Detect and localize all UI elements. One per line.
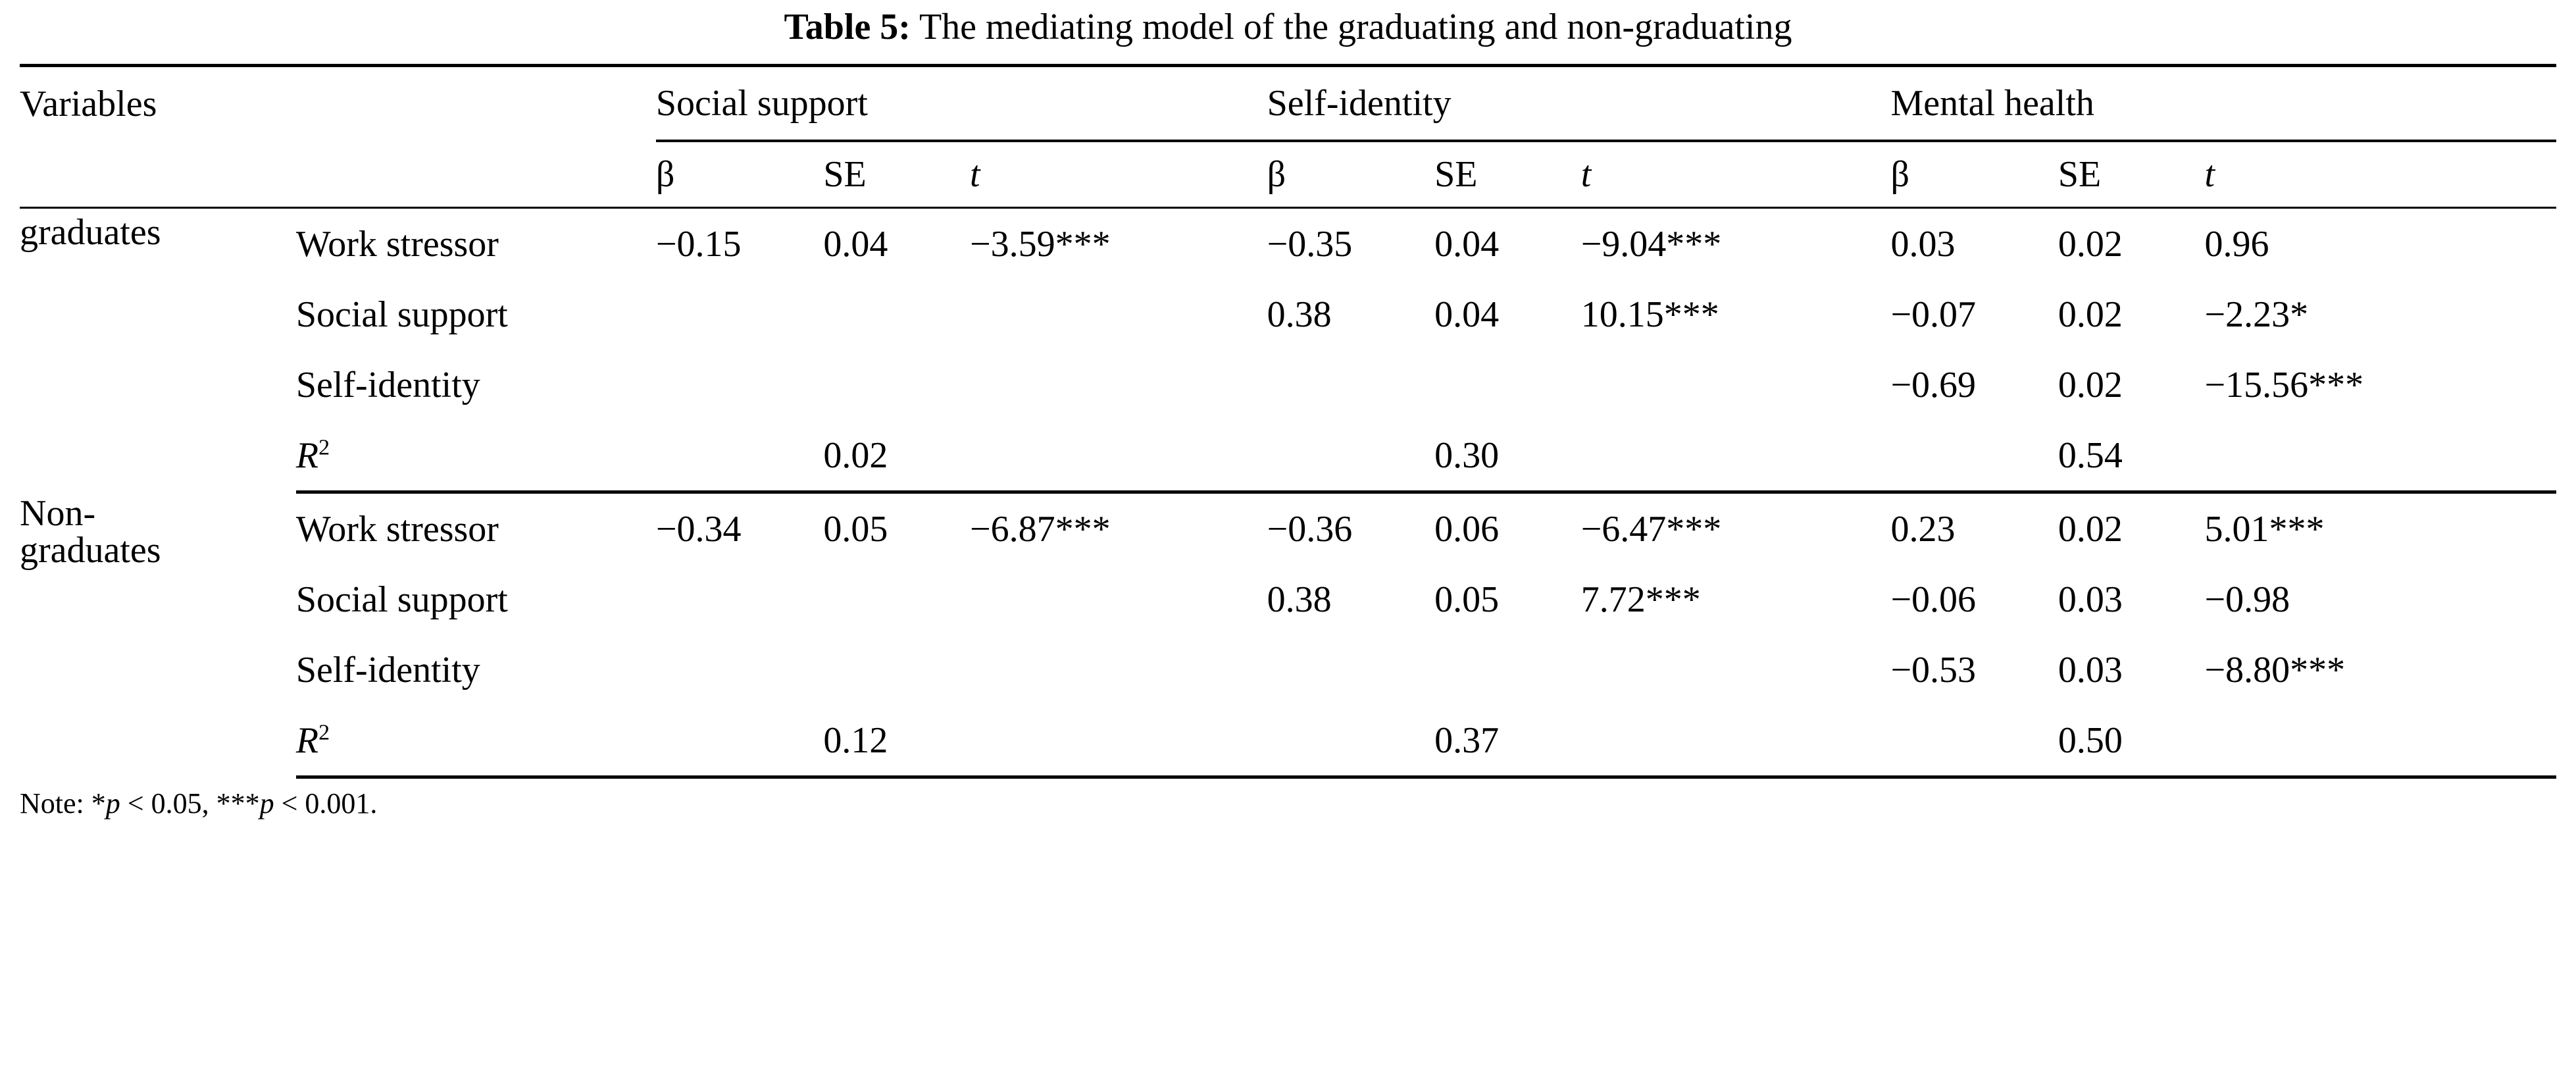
cell-si-se <box>1434 350 1581 420</box>
table-row <box>20 564 2556 635</box>
cell-si-beta <box>1267 350 1434 420</box>
cell-mh-beta <box>1890 705 2058 777</box>
cell-mh-t: −2.23* <box>2204 294 2309 335</box>
cell-mh-r2: 0.54 <box>2058 420 2205 492</box>
table-row <box>20 279 2556 350</box>
cell-ss-beta <box>656 420 823 492</box>
row-predictor-r2: $R^2$ <box>296 420 656 492</box>
cell-mh-se: 0.03 <box>2058 649 2123 691</box>
header-stats-blank-1 <box>20 141 296 208</box>
table-caption <box>20 0 2556 64</box>
cell-ss-se <box>823 564 970 635</box>
cell-si-t <box>1581 420 1891 492</box>
cell-mh-beta: −0.06 <box>1890 579 1977 620</box>
cell-ss-beta: −0.15 <box>655 223 742 265</box>
cell-mh-se: 0.02 <box>2058 223 2123 265</box>
cell-ss-se <box>823 279 970 350</box>
cell-ss-beta <box>656 350 823 420</box>
cell-si-beta: 0.38 <box>1267 579 1332 620</box>
cell-ss-se <box>823 635 970 705</box>
header-stat-beta-3: β <box>1890 141 2058 208</box>
cell-ss-beta <box>656 705 823 777</box>
cell-si-t: 10.15*** <box>1580 294 1719 335</box>
cell-ss-t: −6.87*** <box>969 508 1111 550</box>
table-header-stats <box>20 141 2556 208</box>
cell-si-t <box>1581 635 1891 705</box>
cell-si-r2: 0.37 <box>1434 705 1581 777</box>
table-caption-text: The mediating model of the graduating and non-graduating <box>919 7 1792 47</box>
cell-si-beta: −0.36 <box>1267 508 1353 550</box>
cell-ss-t <box>970 420 1267 492</box>
row-predictor-r2: $R^2$ <box>296 705 656 777</box>
header-stat-se-2: SE <box>1434 141 1581 208</box>
table-row <box>20 350 2556 420</box>
table-note-text: *p < 0.05, ***p < 0.001. <box>91 787 378 820</box>
cell-mh-t: 0.96 <box>2204 223 2269 265</box>
header-stats-blank-2 <box>296 141 656 208</box>
cell-mh-se: 0.03 <box>2058 579 2123 620</box>
cell-si-t: −6.47*** <box>1580 508 1722 550</box>
table-row <box>20 420 2556 492</box>
cell-si-se: 0.06 <box>1434 508 1500 550</box>
cell-ss-t <box>970 350 1267 420</box>
header-stat-t-2: t <box>1581 141 1891 208</box>
table-note <box>20 779 2556 820</box>
table-note-prefix: Note: <box>20 787 91 820</box>
results-table <box>20 64 2556 779</box>
row-group-non-graduates <box>20 492 296 777</box>
cell-mh-beta: 0.03 <box>1890 223 1956 265</box>
cell-si-r2: 0.30 <box>1434 420 1581 492</box>
row-group-graduates: graduates <box>20 212 161 253</box>
cell-mh-beta: −0.07 <box>1890 294 1977 335</box>
cell-si-beta: 0.38 <box>1267 294 1332 335</box>
cell-ss-r2: 0.12 <box>823 705 970 777</box>
cell-ss-r2: 0.02 <box>823 420 970 492</box>
cell-mh-t <box>2205 705 2556 777</box>
cell-ss-beta <box>656 564 823 635</box>
cell-si-t <box>1581 350 1891 420</box>
cell-ss-beta <box>656 635 823 705</box>
cell-si-beta <box>1267 705 1434 777</box>
row-predictor: Work stressor <box>295 223 499 265</box>
row-predictor: Social support <box>295 294 508 335</box>
cell-si-t: 7.72*** <box>1580 579 1701 620</box>
header-stat-t-1: t <box>970 141 1267 208</box>
cell-mh-beta: 0.23 <box>1890 508 1956 550</box>
header-group-mental-health: Mental health <box>1890 66 2556 142</box>
cell-mh-t: −15.56*** <box>2204 364 2364 405</box>
table-row <box>20 208 2556 280</box>
cell-ss-se: 0.05 <box>823 508 888 550</box>
cell-mh-beta <box>1890 420 2058 492</box>
cell-ss-se: 0.04 <box>823 223 888 265</box>
header-stat-se-3: SE <box>2058 141 2205 208</box>
row-predictor: Self-identity <box>295 364 480 405</box>
header-group-self-identity: Self-identity <box>1267 66 1891 142</box>
header-spacer <box>296 66 656 142</box>
cell-ss-t <box>970 705 1267 777</box>
cell-mh-t: 5.01*** <box>2204 508 2325 550</box>
header-stat-beta-1: β <box>656 141 823 208</box>
cell-si-beta <box>1267 635 1434 705</box>
cell-si-t: −9.04*** <box>1580 223 1722 265</box>
cell-ss-beta <box>656 279 823 350</box>
cell-si-se: 0.04 <box>1434 223 1500 265</box>
cell-si-se: 0.04 <box>1434 294 1500 335</box>
cell-mh-se: 0.02 <box>2058 508 2123 550</box>
cell-ss-t <box>970 635 1267 705</box>
cell-mh-t <box>2205 420 2556 492</box>
header-group-social-support: Social support <box>656 66 1267 142</box>
cell-si-beta <box>1267 420 1434 492</box>
header-stat-se-1: SE <box>823 141 970 208</box>
table-row <box>20 492 2556 565</box>
table-row <box>20 635 2556 705</box>
cell-ss-t <box>970 564 1267 635</box>
cell-si-se: 0.05 <box>1434 579 1500 620</box>
cell-ss-beta: −0.34 <box>655 508 742 550</box>
table-row <box>20 705 2556 777</box>
cell-mh-se: 0.02 <box>2058 364 2123 405</box>
cell-mh-se: 0.02 <box>2058 294 2123 335</box>
row-group-non-graduates-label: Non- graduates <box>20 492 161 571</box>
cell-ss-t: −3.59*** <box>969 223 1111 265</box>
cell-mh-beta: −0.69 <box>1890 364 1977 405</box>
cell-si-se <box>1434 635 1581 705</box>
cell-si-t <box>1581 705 1891 777</box>
cell-mh-r2: 0.50 <box>2058 705 2205 777</box>
cell-ss-se <box>823 350 970 420</box>
table-header-groups <box>20 66 2556 142</box>
cell-mh-beta: −0.53 <box>1890 649 1977 691</box>
cell-si-beta: −0.35 <box>1267 223 1353 265</box>
row-predictor: Social support <box>295 579 508 620</box>
cell-ss-t <box>970 279 1267 350</box>
row-predictor: Work stressor <box>295 508 499 550</box>
row-predictor: Self-identity <box>295 649 480 691</box>
cell-mh-t: −8.80*** <box>2204 649 2346 691</box>
table-caption-label: Table 5: <box>784 7 911 47</box>
header-stat-beta-2: β <box>1267 141 1434 208</box>
cell-mh-t: −0.98 <box>2204 579 2290 620</box>
header-stat-t-3: t <box>2205 141 2556 208</box>
header-variables: Variables <box>20 66 296 142</box>
